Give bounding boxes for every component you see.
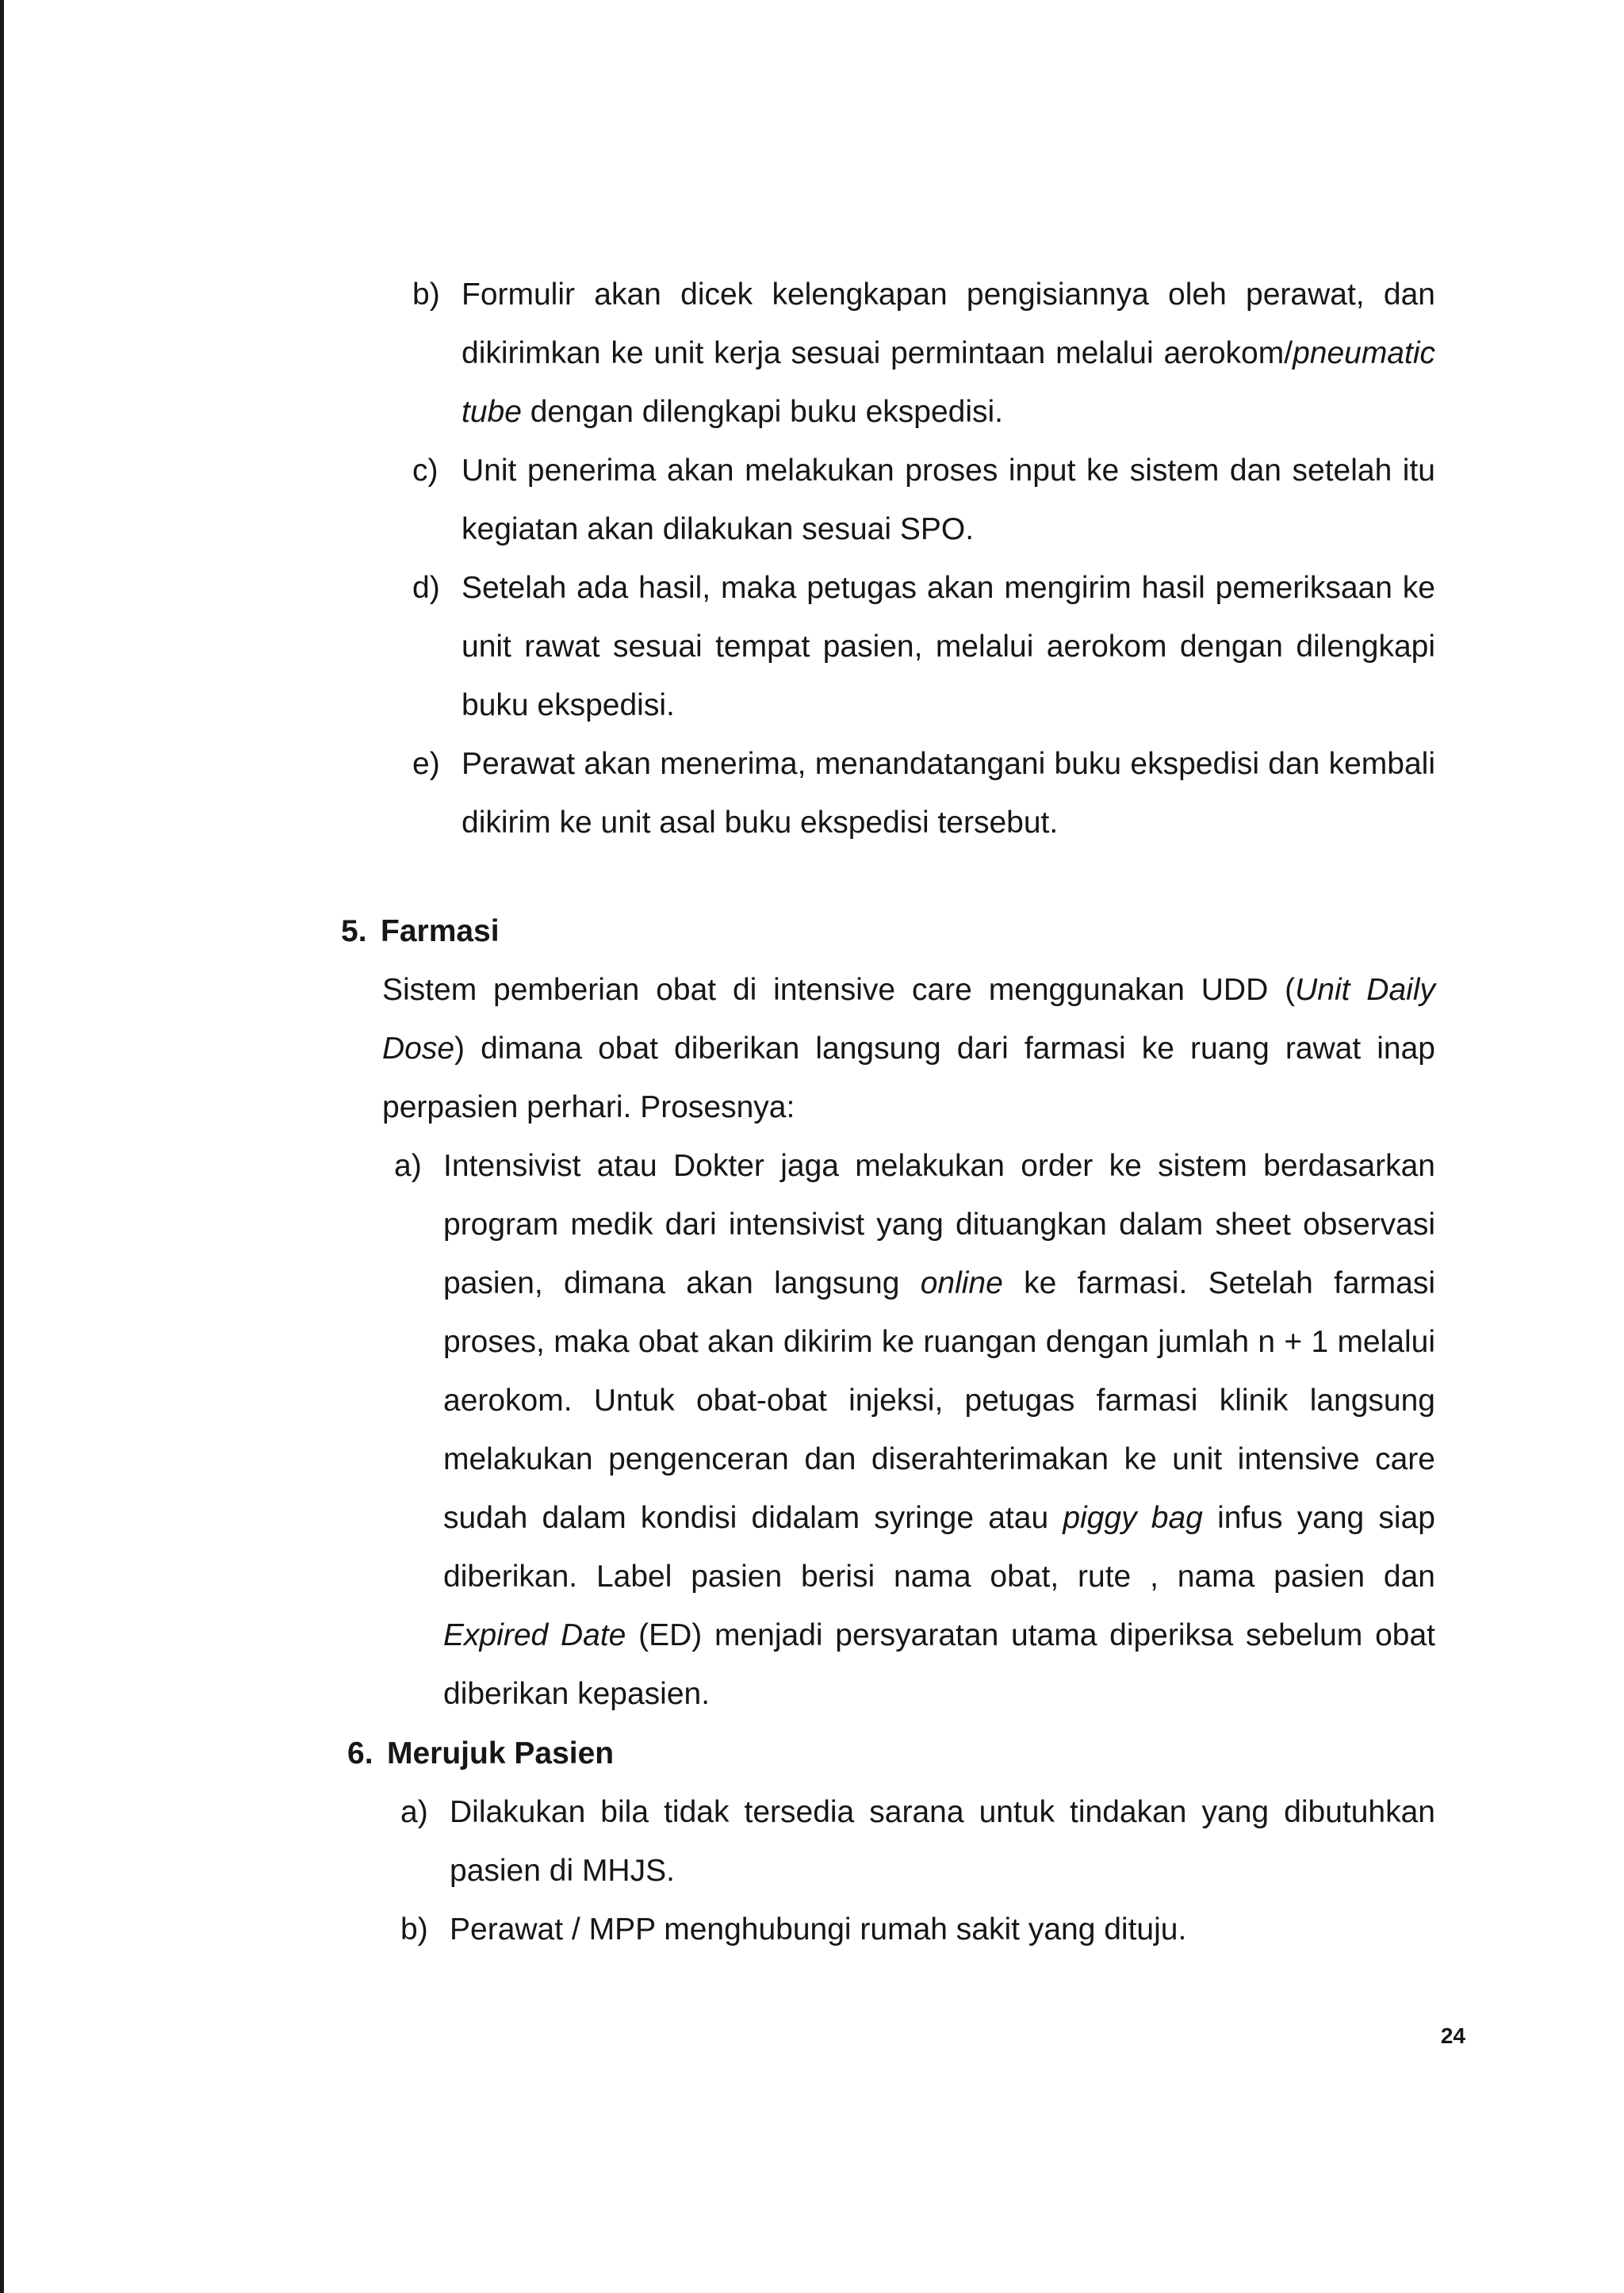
list-marker: c) [412, 454, 439, 488]
list-item-4d [412, 559, 1435, 735]
list-item-text: Unit penerima akan melakukan proses input ke sistem dan setelah itu kegiatan akan dilakukan sesuai SPO. [462, 454, 1435, 546]
list-item-4e [412, 735, 1435, 852]
list-item-text: Setelah ada hasil, maka petugas akan mengirim hasil pemeriksaan ke unit rawat sesuai tempat pasien, melalui aerokom dengan dilengkapi buku ekspedisi. [462, 571, 1435, 722]
section-heading-farmasi [341, 902, 500, 961]
list-marker: d) [412, 571, 440, 605]
list-marker: b) [412, 278, 440, 312]
list-item-4c [412, 442, 1435, 559]
list-item-6b [400, 1901, 1435, 1959]
italic-term: Expired Date [443, 1618, 626, 1652]
list-item-text: Formulir akan dicek kelengkapan pengisiannya oleh perawat, dan dikirimkan ke unit kerja sesuai permintaan melalui aerokom/pneumatic tube dengan dilengkapi buku ekspedisi. [462, 278, 1435, 429]
list-marker: e) [412, 747, 440, 781]
list-item-text: Dilakukan bila tidak tersedia sarana untuk tindakan yang dibutuhkan pasien di MHJS. [450, 1795, 1435, 1888]
list-item-6a [400, 1783, 1435, 1901]
section-number: 6. [347, 1736, 373, 1770]
list-item-text: Perawat akan menerima, menandatangani buku ekspedisi dan kembali dikirim ke unit asal buku ekspedisi tersebut. [462, 747, 1435, 840]
section-heading-merujuk-pasien [347, 1725, 614, 1783]
list-item-text: Intensivist atau Dokter jaga melakukan order ke sistem berdasarkan program medik dari intensivist yang dituangkan dalam sheet observasi pasien, dimana akan langsung online ke farmasi. Setelah farmasi proses, maka obat akan dikirim ke ruangan dengan jumlah n + 1 melalui aerokom. Untuk obat-obat injeksi, petugas farmasi klinik langsung melakukan pengenceran dan diserahterimakan ke unit intensive care sudah dalam kondisi didalam syringe atau piggy bag infus yang siap diberikan. Label pasien berisi nama obat, rute , nama pasien dan Expired Date (ED) menjadi persyaratan utama diperiksa sebelum obat diberikan kepasien. [443, 1149, 1436, 1711]
italic-term: pneumatic tube [462, 336, 1435, 429]
italic-term: Unit Daily Dose [382, 973, 1435, 1066]
section-title: Farmasi [381, 914, 500, 948]
farmasi-intro-paragraph: Sistem pemberian obat di intensive care menggunakan UDD (Unit Daily Dose) dimana obat diberikan langsung dari farmasi ke ruang rawat inap perpasien perhari. Prosesnya: [382, 973, 1435, 1124]
list-item-4b [412, 266, 1435, 442]
italic-term: online [920, 1266, 1003, 1300]
page-number: 24 [1440, 2023, 1465, 2048]
list-item-text: Perawat / MPP menghubungi rumah sakit yang dituju. [450, 1912, 1187, 1947]
italic-term: piggy bag [1063, 1501, 1203, 1535]
list-item-5a [394, 1137, 1435, 1724]
section-number: 5. [341, 914, 367, 948]
list-marker: a) [400, 1795, 428, 1829]
list-marker: a) [394, 1149, 422, 1183]
list-marker: b) [400, 1912, 428, 1947]
section-title: Merujuk Pasien [387, 1736, 615, 1770]
